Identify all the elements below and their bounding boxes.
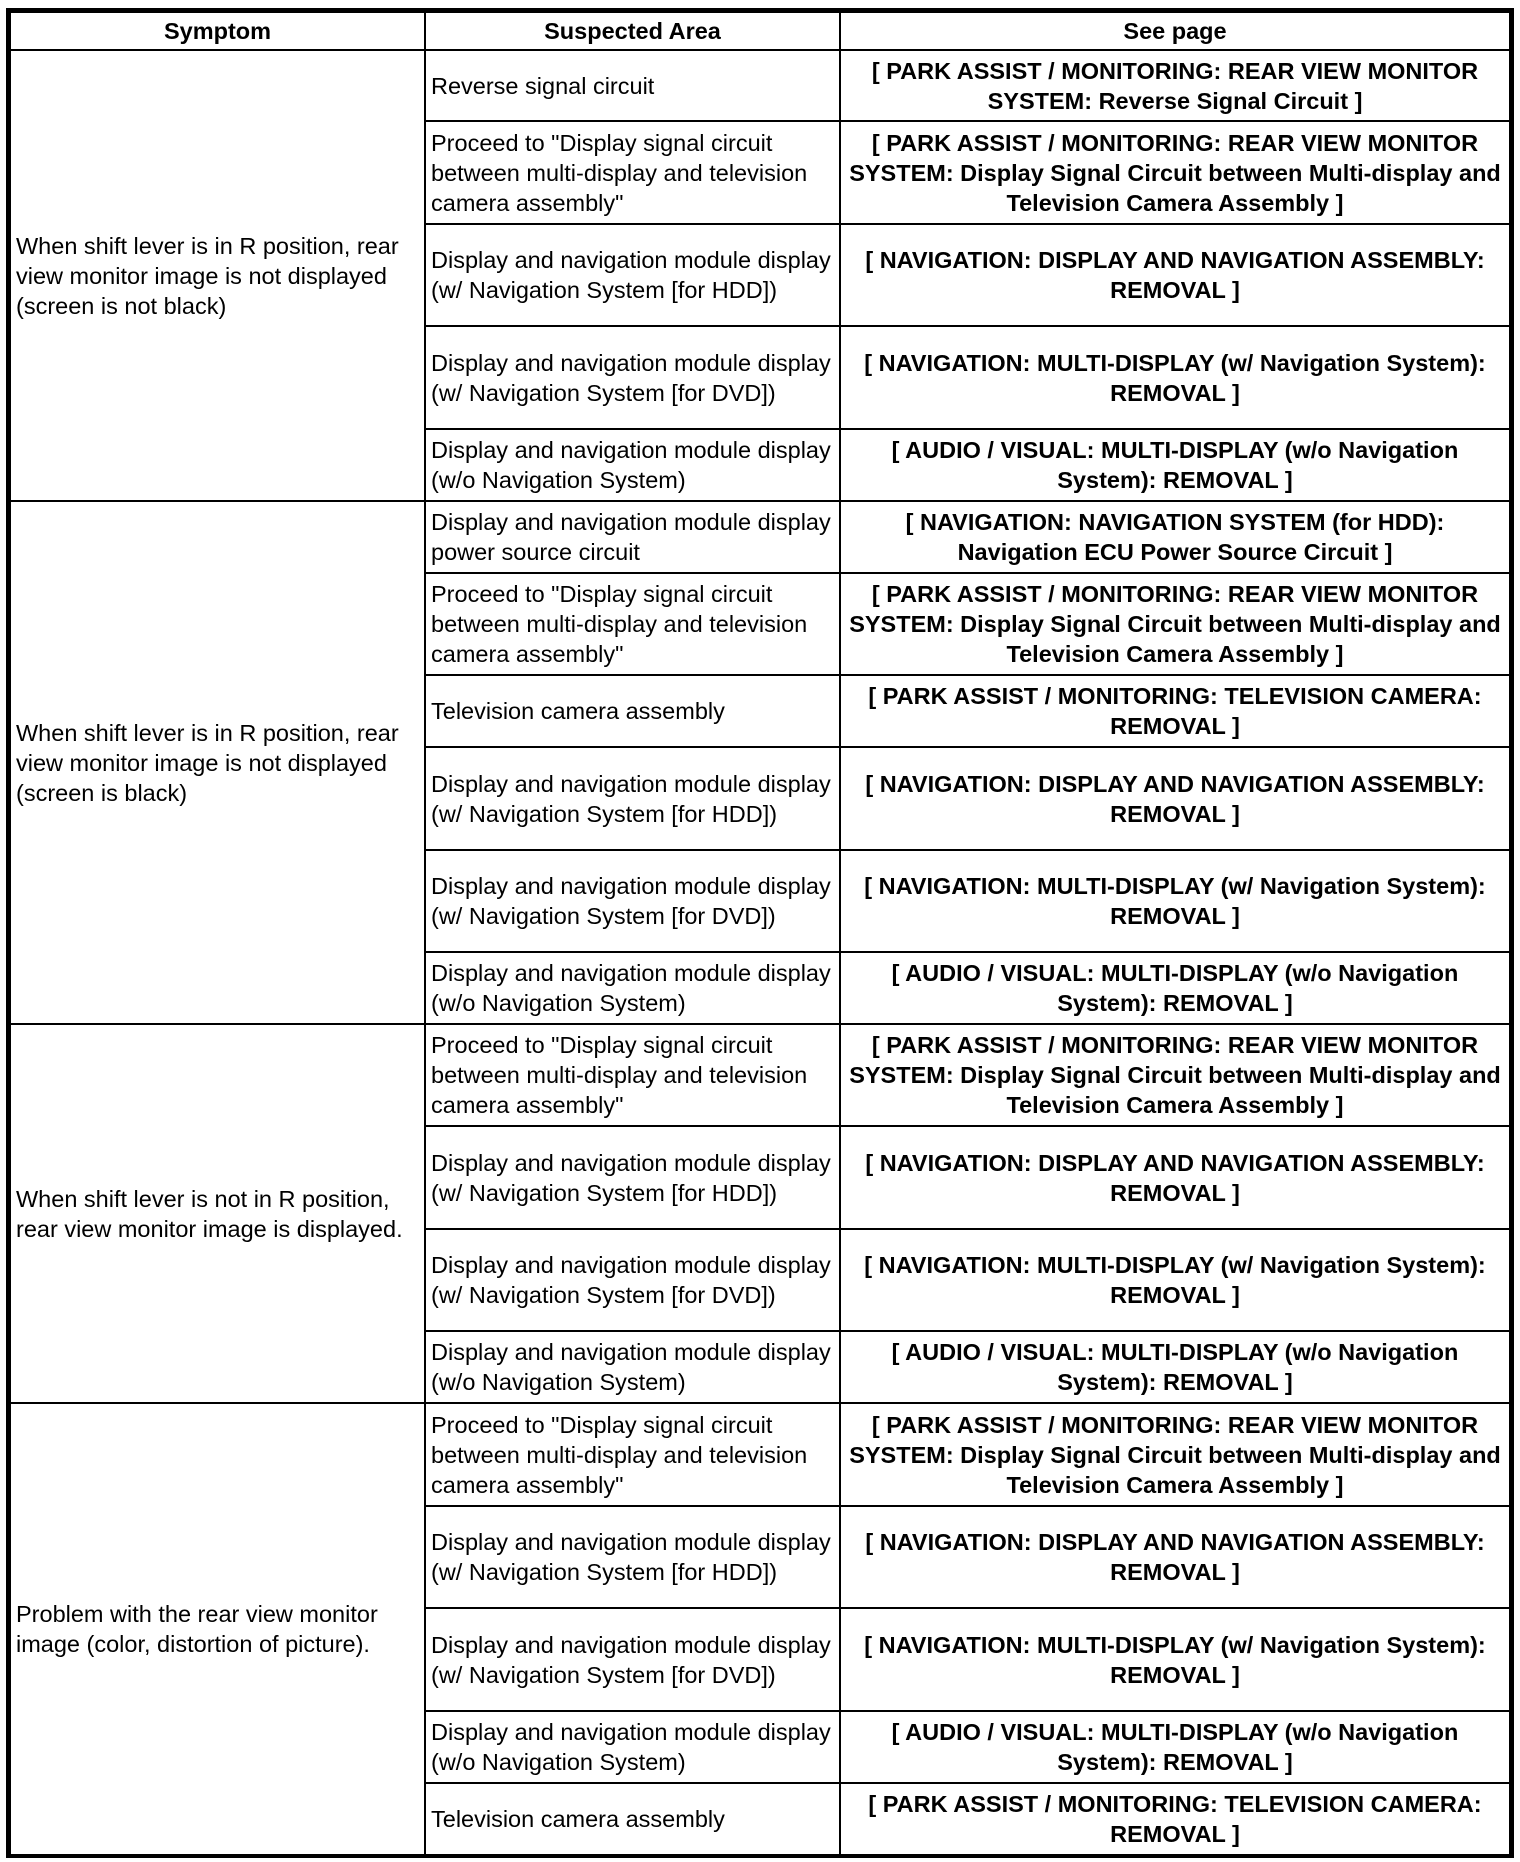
suspected-area-cell: Display and navigation module display (w/ Navigation System [for HDD]) [425,1126,840,1229]
header-symptom: Symptom [10,12,425,50]
see-page-reference[interactable]: [ NAVIGATION: NAVIGATION SYSTEM (for HDD): Navigation ECU Power Source Circuit ] [840,501,1510,573]
see-page-reference[interactable]: [ AUDIO / VISUAL: MULTI-DISPLAY (w/o Navigation System): REMOVAL ] [840,1331,1510,1403]
header-suspected-area: Suspected Area [425,12,840,50]
symptom-cell: When shift lever is in R position, rear view monitor image is not displayed (screen is black) [10,501,425,1024]
suspected-area-cell: Display and navigation module display (w/ Navigation System [for HDD]) [425,224,840,326]
see-page-reference[interactable]: [ PARK ASSIST / MONITORING: TELEVISION CAMERA: REMOVAL ] [840,1783,1510,1855]
see-page-reference[interactable]: [ PARK ASSIST / MONITORING: REAR VIEW MONITOR SYSTEM: Reverse Signal Circuit ] [840,50,1510,121]
header-see-page: See page [840,12,1510,50]
suspected-area-cell: Display and navigation module display (w/o Navigation System) [425,429,840,501]
see-page-reference[interactable]: [ AUDIO / VISUAL: MULTI-DISPLAY (w/o Navigation System): REMOVAL ] [840,429,1510,501]
see-page-reference[interactable]: [ NAVIGATION: MULTI-DISPLAY (w/ Navigation System): REMOVAL ] [840,850,1510,952]
see-page-reference[interactable]: [ PARK ASSIST / MONITORING: REAR VIEW MONITOR SYSTEM: Display Signal Circuit between Multi-display and Television Camera Assembly ] [840,121,1510,224]
suspected-area-cell: Television camera assembly [425,1783,840,1855]
suspected-area-cell: Display and navigation module display (w/o Navigation System) [425,1331,840,1403]
suspected-area-cell: Display and navigation module display (w/ Navigation System [for DVD]) [425,1608,840,1711]
see-page-reference[interactable]: [ PARK ASSIST / MONITORING: REAR VIEW MONITOR SYSTEM: Display Signal Circuit between Multi-display and Television Camera Assembly ] [840,573,1510,675]
suspected-area-cell: Display and navigation module display (w/ Navigation System [for DVD]) [425,326,840,429]
see-page-reference[interactable]: [ AUDIO / VISUAL: MULTI-DISPLAY (w/o Navigation System): REMOVAL ] [840,1711,1510,1783]
suspected-area-cell: Proceed to "Display signal circuit between multi-display and television camera assembly" [425,121,840,224]
see-page-reference[interactable]: [ NAVIGATION: DISPLAY AND NAVIGATION ASSEMBLY: REMOVAL ] [840,224,1510,326]
suspected-area-cell: Proceed to "Display signal circuit between multi-display and television camera assembly" [425,1024,840,1126]
suspected-area-cell: Reverse signal circuit [425,50,840,121]
suspected-area-cell: Display and navigation module display (w/o Navigation System) [425,1711,840,1783]
suspected-area-cell: Display and navigation module display (w/ Navigation System [for HDD]) [425,1506,840,1608]
table-row [10,501,1510,573]
see-page-reference[interactable]: [ NAVIGATION: MULTI-DISPLAY (w/ Navigation System): REMOVAL ] [840,326,1510,429]
table-header-row [10,12,1510,50]
table-row [10,50,1510,121]
see-page-reference[interactable]: [ PARK ASSIST / MONITORING: REAR VIEW MONITOR SYSTEM: Display Signal Circuit between Multi-display and Television Camera Assembly ] [840,1024,1510,1126]
symptom-cell: When shift lever is not in R position, rear view monitor image is displayed. [10,1024,425,1403]
see-page-reference[interactable]: [ AUDIO / VISUAL: MULTI-DISPLAY (w/o Navigation System): REMOVAL ] [840,952,1510,1024]
see-page-reference[interactable]: [ NAVIGATION: MULTI-DISPLAY (w/ Navigation System): REMOVAL ] [840,1229,1510,1331]
see-page-reference[interactable]: [ PARK ASSIST / MONITORING: TELEVISION CAMERA: REMOVAL ] [840,675,1510,747]
suspected-area-cell: Television camera assembly [425,675,840,747]
suspected-area-cell: Display and navigation module display (w/ Navigation System [for HDD]) [425,747,840,850]
suspected-area-cell: Display and navigation module display power source circuit [425,501,840,573]
see-page-reference[interactable]: [ PARK ASSIST / MONITORING: REAR VIEW MONITOR SYSTEM: Display Signal Circuit between Multi-display and Television Camera Assembly ] [840,1403,1510,1506]
troubleshooting-table-sheet [6,8,1514,1858]
see-page-reference[interactable]: [ NAVIGATION: DISPLAY AND NAVIGATION ASSEMBLY: REMOVAL ] [840,1506,1510,1608]
suspected-area-cell: Proceed to "Display signal circuit between multi-display and television camera assembly" [425,1403,840,1506]
see-page-reference[interactable]: [ NAVIGATION: MULTI-DISPLAY (w/ Navigation System): REMOVAL ] [840,1608,1510,1711]
symptom-cell: Problem with the rear view monitor image (color, distortion of picture). [10,1403,425,1855]
see-page-reference[interactable]: [ NAVIGATION: DISPLAY AND NAVIGATION ASSEMBLY: REMOVAL ] [840,747,1510,850]
see-page-reference[interactable]: [ NAVIGATION: DISPLAY AND NAVIGATION ASSEMBLY: REMOVAL ] [840,1126,1510,1229]
suspected-area-cell: Proceed to "Display signal circuit between multi-display and television camera assembly" [425,573,840,675]
suspected-area-cell: Display and navigation module display (w/o Navigation System) [425,952,840,1024]
suspected-area-cell: Display and navigation module display (w/ Navigation System [for DVD]) [425,1229,840,1331]
table-row [10,1403,1510,1506]
suspected-area-cell: Display and navigation module display (w/ Navigation System [for DVD]) [425,850,840,952]
table-row [10,1024,1510,1126]
symptom-cell: When shift lever is in R position, rear view monitor image is not displayed (screen is not black) [10,50,425,501]
problem-symptoms-table [9,11,1511,1856]
